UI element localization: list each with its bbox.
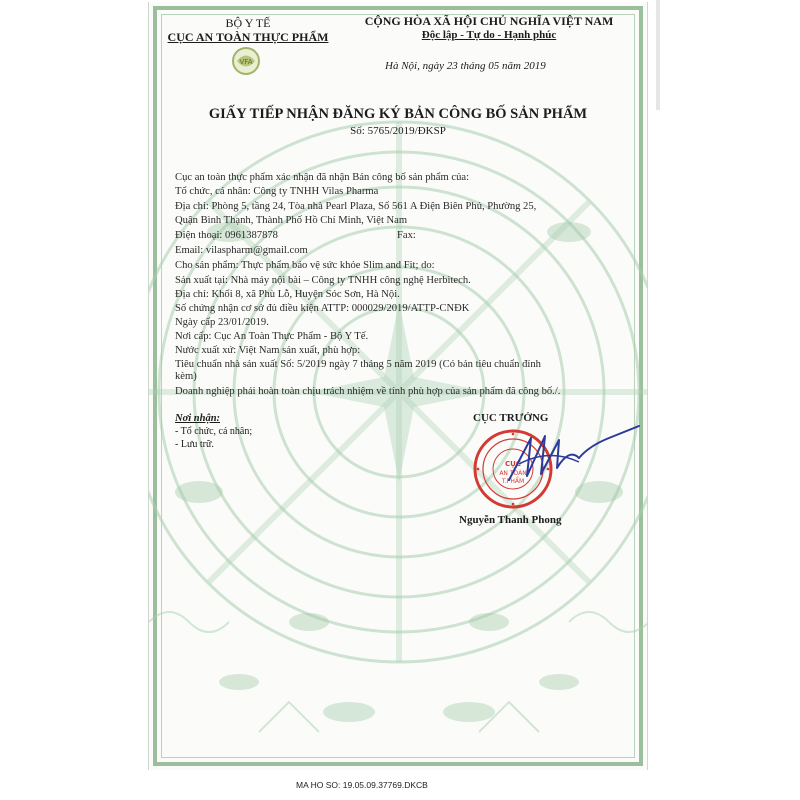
svg-text:CỤC: CỤC bbox=[505, 460, 521, 468]
body-line: kèm) bbox=[175, 371, 197, 382]
body-line: Tổ chức, cá nhân: Công ty TNHH Vilas Pharma bbox=[175, 186, 379, 197]
record-code: MA HO SO: 19.05.09.37769.DKCB bbox=[296, 780, 428, 790]
body-line: Quận Bình Thạnh, Thành Phố Hồ Chí Minh, Việt Nam bbox=[175, 215, 408, 226]
body-line: Ngày cấp 23/01/2019. bbox=[175, 317, 269, 328]
recipients-heading: Nơi nhận: bbox=[175, 413, 221, 424]
side-scrollbar bbox=[656, 0, 660, 110]
motto: Độc lập - Tự do - Hạnh phúc bbox=[421, 29, 557, 41]
svg-text:AN TOÀN: AN TOÀN bbox=[499, 470, 527, 477]
signer-name: Nguyễn Thanh Phong bbox=[459, 514, 562, 526]
agency-name: CỤC AN TOÀN THỰC PHẨM bbox=[167, 30, 329, 44]
certificate-page bbox=[148, 2, 648, 770]
place-date: Hà Nội, ngày 23 tháng 05 năm 2019 bbox=[385, 60, 546, 72]
body-line: Doanh nghiệp phải hoàn toàn chịu trách nhiệm về tính phù hợp của sản phẩm đã công bố./. bbox=[175, 386, 561, 397]
side-margin bbox=[648, 0, 800, 800]
body-line: Điện thoại: 0961387878 bbox=[175, 230, 278, 241]
body-line: Địa chỉ: Phòng 5, tầng 24, Tòa nhà Pearl Plaza, Số 561 A Điện Biên Phủ, Phường 25, bbox=[175, 201, 537, 212]
body-line: Sản xuất tại: Nhà máy nội bài – Công ty TNHH công nghệ Herbitech. bbox=[175, 275, 471, 286]
recipient-item: - Lưu trữ. bbox=[175, 439, 214, 450]
document-title: GIẤY TIẾP NHẬN ĐĂNG KÝ BẢN CÔNG BỐ SẢN PHẨM bbox=[208, 106, 588, 122]
svg-text:T.PHẨM: T.PHẨM bbox=[501, 478, 525, 485]
vfa-logo-icon bbox=[231, 46, 261, 76]
body-line: Tiêu chuẩn nhà sản xuất Số: 5/2019 ngày 7 tháng 5 năm 2019 (Có bản tiêu chuẩn đính bbox=[175, 359, 541, 370]
country-name: CỘNG HÒA XÃ HỘI CHỦ NGHĨA VIỆT NAM bbox=[364, 14, 614, 28]
body-line: Địa chỉ: Khối 8, xã Phù Lỗ, Huyện Sóc Sơn, Hà Nội. bbox=[175, 289, 400, 300]
fax-label: Fax: bbox=[397, 230, 416, 241]
document-number: Số: 5765/2019/ĐKSP bbox=[350, 125, 446, 137]
body-line: Cho sản phẩm: Thực phẩm bảo vệ sức khỏe Slim and Fit; do: bbox=[175, 260, 435, 271]
body-line: Nơi cấp: Cục An Toàn Thực Phẩm - Bộ Y Tế. bbox=[175, 331, 369, 342]
ministry-name: BỘ Y TẾ bbox=[225, 16, 271, 30]
svg-text:VFA: VFA bbox=[239, 58, 253, 66]
recipient-item: - Tổ chức, cá nhân; bbox=[175, 426, 253, 437]
body-line: Số chứng nhận cơ sở đủ điều kiện ATTP: 000029/2019/ATTP-CNĐK bbox=[175, 303, 470, 314]
handwritten-signature-icon bbox=[479, 418, 648, 498]
body-line: Nước xuất xứ: Việt Nam sản xuất, phù hợp: bbox=[175, 345, 361, 356]
signer-position: CỤC TRƯỞNG bbox=[473, 412, 549, 424]
body-line: Cục an toàn thực phẩm xác nhận đã nhận Bản công bố sản phẩm của: bbox=[175, 172, 470, 183]
body-line: Email: vilaspharm@gmail.com bbox=[175, 245, 308, 256]
